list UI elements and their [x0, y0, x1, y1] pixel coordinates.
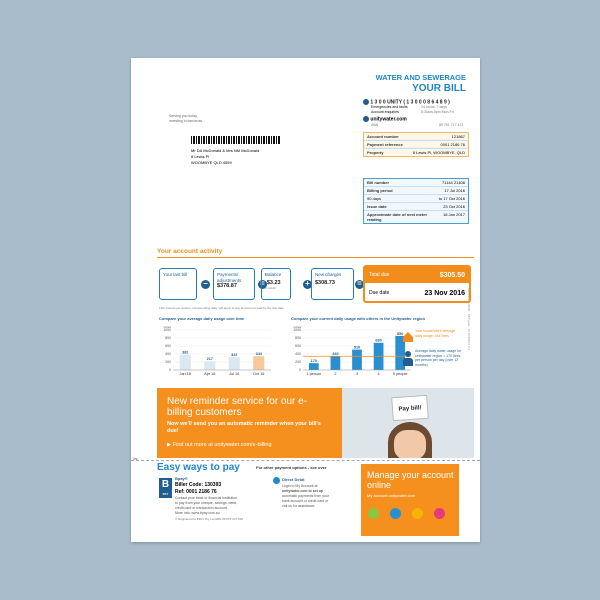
dd-text-4: bank account or credit card or [282, 499, 329, 503]
web-icon [363, 116, 369, 122]
manage-url[interactable]: My account.unitywater.com [367, 493, 416, 498]
bar [229, 357, 240, 370]
chart-usage-over-time [155, 324, 275, 380]
manage-account-box[interactable] [361, 464, 459, 536]
bpay-name: Bpay® [175, 476, 188, 481]
billing-row: Issue date 23 Oct 2016 [364, 203, 468, 211]
promo-link[interactable]: ▶ Find out more at unitywater.com/e-billing [167, 442, 272, 448]
equals-icon: = [355, 280, 364, 289]
chart1-title: Compare your average daily usage over time [159, 316, 245, 321]
phone-number: 1 3 0 0 UNITY ( 1 3 0 0 0 8 6 4 8 9 ) [363, 99, 450, 105]
y-tick-label: 0 [299, 368, 301, 373]
x-tick-label: 4 [377, 372, 380, 376]
promo-body: Now we'll send you an automatic reminder when your bill's due! [167, 421, 321, 434]
data-label: 382 [182, 350, 189, 355]
my-water-icon[interactable] [368, 508, 379, 519]
emergencies-label: Emergencies and faults [371, 105, 408, 109]
direct-debit-icon [273, 477, 280, 484]
pay-bill-sign: Pay bill! [391, 395, 429, 421]
y-tick-label: 1000 [163, 328, 171, 333]
y-tick-label: 800 [165, 336, 171, 341]
cut-line [131, 460, 480, 461]
e-billing-icon[interactable] [390, 508, 401, 519]
tagline-line2: investing in tomorrow. [169, 119, 203, 123]
scissors-icon: ✂ [133, 457, 139, 463]
bar [309, 363, 319, 370]
pay-subtitle: For other payment options - see over [256, 465, 327, 470]
y-tick-label: 1000 [293, 328, 301, 333]
person-icon [405, 351, 411, 357]
arrow-icon: ▶ [167, 442, 173, 448]
bpay-text-4: More info: www.bpay.com.au [175, 511, 220, 515]
side-code: Manual/001/0002 - BillType2 - 01.01/Bill/16-6.4 [467, 288, 471, 351]
plus-icon: + [303, 280, 312, 289]
billing-row: Billing period 17 Jul 2016 [364, 187, 468, 195]
billing-details-box [363, 178, 469, 224]
y-tick-label: 200 [295, 360, 301, 365]
bpay-logo-icon: B PAY [159, 478, 172, 498]
x-tick-label: Jul 16 [229, 372, 240, 376]
bill-heading: WATER AND SEWERAGE [375, 73, 466, 82]
data-label: 850 [397, 331, 404, 336]
y-tick-label: 400 [165, 352, 171, 357]
bpay-text-1: Contact your bank or financial institution [175, 496, 238, 500]
y-tick-label: 400 [295, 352, 301, 357]
data-label: 340 [332, 352, 339, 357]
x-tick-label: Apr 16 [204, 372, 216, 376]
biller-code: Biller Code: 130393 [175, 482, 222, 488]
dd-text-1: Login to My Account at [282, 484, 318, 488]
ebilling-promo [157, 388, 342, 458]
abn-label: ABN [371, 123, 379, 127]
interest-footnote: 11% interest per annum, compounding daily, will apply to any amount not paid by the due date. [159, 306, 285, 310]
account-row: Property 8 Lewis Pl, WOOMBYE, QLD [367, 150, 465, 155]
account-details-box [363, 132, 469, 157]
address-name: Mr DA McDonald & Mrs NM McDonald [191, 148, 260, 153]
y-axis-label: Litres [163, 325, 171, 329]
y-tick-label: 800 [295, 336, 301, 341]
billing-row: Approximate date of next meter reading 18 Jan 2017 [367, 212, 465, 222]
x-tick-label: Jan 16 [179, 372, 191, 376]
promo-title: New reminder service for our e-billing customers [167, 396, 308, 418]
y-tick-label: 200 [165, 360, 171, 365]
data-label: 322 [231, 352, 238, 357]
y-tick-label: 600 [295, 344, 301, 349]
account-row: Account number 121867 [364, 133, 468, 141]
dd-text-3: automatic payments from your [282, 494, 330, 498]
data-label: 217 [206, 357, 213, 362]
chart2-title: Compare your current daily usage with others in the Unitywater region [291, 316, 426, 321]
data-label: 344 [255, 352, 262, 357]
last-bill-box: Your last bill [159, 268, 197, 300]
website-link[interactable]: unitywater.com [363, 116, 407, 122]
enquiries-label: Account enquiries [371, 110, 399, 114]
payment-ref: Ref: 0001 2186 76 [175, 489, 217, 495]
activity-divider [157, 257, 474, 258]
barcode [191, 136, 281, 144]
total-due-box [363, 265, 471, 303]
bar [204, 361, 215, 370]
abn-value: 89 791 717 472 [439, 123, 464, 127]
account-row: Payment reference 0001 2186 76 [364, 141, 468, 149]
direct-debit-title: Direct Debit [282, 477, 305, 482]
promo-image [342, 388, 474, 458]
address-suburb: WOOMBYE QLD 4559 [191, 160, 232, 165]
payments-box: Payments/ adjustments $378.87 [213, 268, 255, 300]
bar [352, 350, 362, 370]
bill-page [131, 58, 480, 542]
x-tick-label: 1 person [306, 372, 322, 376]
chart2-note: Average daily water usage for Unitywater region = 170 litres per person per day (over 12 months) [415, 349, 462, 367]
due-date-row: Due date 23 Nov 2016 [369, 289, 465, 297]
dd-text-5: call us for assistance. [282, 504, 316, 508]
x-tick-label: 2 [334, 372, 337, 376]
bar [253, 356, 264, 370]
x-tick-label: 3 [355, 372, 359, 376]
y-tick-label: 0 [169, 368, 171, 373]
minus-icon: − [201, 280, 210, 289]
emergencies-value: 24 hours, 7 days [421, 105, 447, 109]
bpay-registration: ® Registered to BPAY Pty Ltd ABN 69 079 137 518 [175, 517, 243, 521]
bar [331, 356, 341, 370]
pay-title: Easy ways to pay [157, 462, 240, 473]
x-tick-label: 5 people [392, 372, 408, 376]
y-axis-label: Litres [293, 325, 301, 329]
pay-bill-icon[interactable] [412, 508, 423, 519]
balance-box: Balance -$3.23 in credit [261, 268, 291, 300]
data-label: 680 [375, 338, 382, 343]
enquiries-value: 8:30am-5pm Mon-Fri [421, 110, 454, 114]
total-due-row: Total due $305.50 [365, 267, 469, 283]
phone-icon [363, 99, 369, 105]
billing-row: 90 days to 17 Oct 2016 [364, 195, 468, 203]
new-charges-box: New charges $308.73 [311, 268, 354, 300]
tagline-line1: Serving you today, [169, 114, 198, 118]
my-usage-icon[interactable] [434, 508, 445, 519]
activity-title: Your account activity [157, 248, 223, 255]
data-label: 510 [353, 345, 361, 350]
x-tick-label: Oct 16 [253, 372, 265, 376]
dd-text-2: unitywater.com to set up [282, 489, 324, 493]
y-tick-label: 600 [165, 344, 171, 349]
equals-icon: = [258, 280, 267, 289]
bill-subheading: YOUR BILL [412, 83, 466, 94]
manage-title: Manage your account online [367, 470, 454, 490]
chart-usage-comparison [285, 324, 415, 380]
address-street: 8 Lewis Pl [191, 154, 210, 159]
bar [180, 355, 191, 370]
data-label: 170 [310, 359, 317, 363]
chart2-legend: Your household's average daily usage: 344 litres [415, 329, 456, 338]
person-face [394, 430, 426, 458]
bpay-text-3: credit card or transaction account. [175, 506, 228, 510]
bpay-text-2: to pay from your cheque, savings, debit, [175, 501, 238, 505]
billing-row: Bill number 71144 21408 [364, 179, 468, 187]
